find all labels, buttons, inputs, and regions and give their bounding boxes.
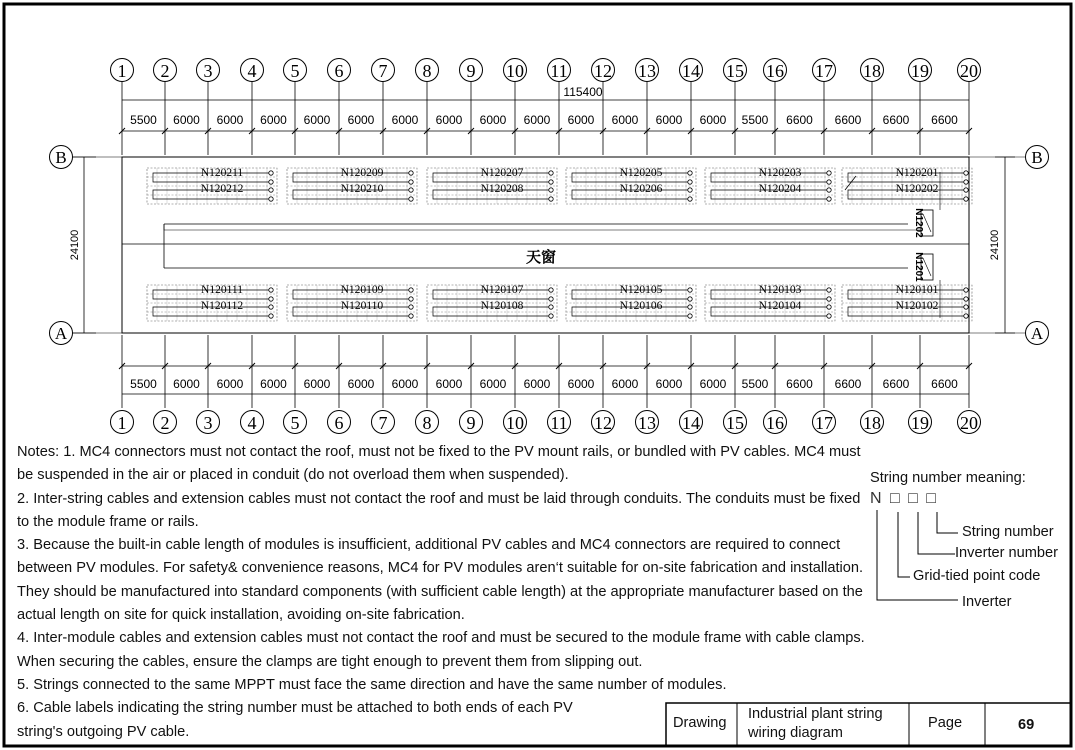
grid-number-top: 9: [466, 61, 476, 81]
string-terminal: [827, 188, 831, 192]
grid-number-bottom: 17: [815, 413, 833, 433]
dimension-layer: [72, 100, 1015, 394]
string-terminal: [688, 188, 692, 192]
span-dimension-top: 6000: [611, 113, 639, 127]
grid-number-top: 13: [638, 61, 656, 81]
grid-number-top: 19: [911, 61, 929, 81]
grid-number-bottom: 2: [160, 413, 170, 433]
string-label: N120210: [340, 183, 384, 195]
skylight-label: 天窗: [525, 248, 557, 266]
grid-number-bottom: 8: [422, 413, 432, 433]
string-terminal: [409, 197, 413, 201]
string-terminal: [409, 288, 413, 292]
span-dimension-top: 6000: [260, 113, 287, 127]
row-label-left: B: [55, 148, 67, 167]
grid-number-top: 14: [682, 61, 700, 81]
string-label: N120212: [200, 183, 244, 195]
string-terminal: [964, 188, 968, 192]
inverter-label: N1201: [913, 252, 924, 282]
span-dimension-top: 6600: [882, 113, 910, 127]
span-dimension-bottom: 6000: [435, 377, 463, 391]
string-terminal: [409, 297, 413, 301]
string-terminal: [964, 180, 968, 184]
string-terminal: [409, 188, 413, 192]
grid-number-top: 4: [247, 61, 257, 81]
feeder-cable: [164, 224, 921, 230]
title-block-page-label: Page: [928, 715, 963, 731]
string-label: N120209: [340, 167, 384, 179]
string-terminal: [409, 171, 413, 175]
string-terminal: [827, 305, 831, 309]
grid-number-top: 16: [766, 61, 784, 81]
span-dimension-top: 6600: [834, 113, 862, 127]
note-2: 2. Inter-string cables and extension cables must not contact the roof and must be laid through conduits. The conduits must be fixed to the module frame or rails.: [17, 490, 861, 530]
note-3: 3. Because the built-in cable length of modules is insufficient, additional PV cables and MC4 connectors are required to connect between PV modules. For safety& convenience reasons, MC4 for PV modules aren‘t suitable for on-site fabrication and installation. They should be manufactured into standard components (with sufficient cable length) at the appropriate manufacturer based on the actual length on site for quick installation, avoiding on-site fabrication.: [17, 537, 864, 624]
span-dimension-bottom: 6000: [391, 377, 419, 391]
string-terminal: [549, 297, 553, 301]
span-dimension-bottom: 6000: [260, 377, 287, 391]
string-terminal: [269, 171, 273, 175]
string-label: N120111: [201, 284, 243, 296]
notes: [17, 441, 867, 744]
string-terminal: [409, 180, 413, 184]
string-terminal: [269, 180, 273, 184]
string-terminal: [827, 314, 831, 318]
total-length: 115400: [563, 85, 603, 99]
string-terminal: [964, 171, 968, 175]
span-dimension-top: 6000: [655, 113, 683, 127]
string-label: N120112: [200, 300, 244, 312]
string-terminal: [827, 297, 831, 301]
legend-inverter-number: Inverter number: [955, 545, 1059, 561]
string-terminal: [269, 288, 273, 292]
string-terminal: [549, 188, 553, 192]
grid-number-bottom: 7: [378, 413, 388, 433]
string-label: N120103: [758, 284, 802, 296]
string-terminal: [827, 180, 831, 184]
span-dimension-bottom: 6000: [523, 377, 551, 391]
string-terminal: [688, 297, 692, 301]
grid-number-top: 6: [334, 61, 344, 81]
legend-code: N □ □ □: [870, 490, 938, 507]
span-dimension-bottom: 6000: [347, 377, 375, 391]
grid-number-bottom: 20: [960, 413, 978, 433]
span-dimension-bottom: 6000: [303, 377, 331, 391]
grid-number-bottom: 19: [911, 413, 929, 433]
span-dimension-bottom: 6000: [567, 377, 595, 391]
grid-number-bottom: 1: [117, 413, 127, 433]
span-dimension-top: 6000: [479, 113, 507, 127]
string-label: N120207: [480, 167, 524, 179]
span-dimension-bottom: 5500: [741, 377, 769, 391]
depth-dimension: 24100: [69, 229, 81, 261]
grid-number-top: 3: [203, 61, 213, 81]
grid-number-top: 1: [117, 61, 127, 81]
span-dimension-top: 6000: [523, 113, 551, 127]
string-terminal: [964, 305, 968, 309]
grid-number-bottom: 5: [290, 413, 300, 433]
grid-number-bottom: 9: [466, 413, 476, 433]
span-dimension-bottom: 6000: [216, 377, 244, 391]
grid-number-bottom: 13: [638, 413, 656, 433]
span-dimension-bottom: 6600: [834, 377, 862, 391]
string-label: N120203: [758, 167, 802, 179]
span-dimension-bottom: 6000: [699, 377, 727, 391]
string-terminal: [688, 171, 692, 175]
string-label: N120110: [340, 300, 384, 312]
string-label: N120104: [758, 300, 802, 312]
note-1: Notes: 1. MC4 connectors must not contact the roof, must not be fixed to the PV mount rails, or bundled with PV cables. MC4 must be suspended in the air or placed in conduit (do not overload them when suspended).: [17, 444, 861, 484]
legend-title: String number meaning:: [870, 470, 1026, 486]
span-dimension-top: 5500: [741, 113, 769, 127]
span-dimension-bottom: 5500: [130, 377, 157, 391]
string-label: N120204: [758, 183, 802, 195]
string-terminal: [549, 314, 553, 318]
grid-number-bottom: 12: [594, 413, 612, 433]
depth-dimension: 24100: [989, 229, 1001, 261]
string-terminal: [964, 288, 968, 292]
string-terminal: [964, 314, 968, 318]
string-terminal: [269, 188, 273, 192]
string-terminal: [688, 288, 692, 292]
grid-number-bottom: 11: [550, 413, 568, 433]
span-dimension-bottom: 6000: [479, 377, 507, 391]
grid-number-bottom: 10: [506, 413, 524, 433]
grid-number-top: 5: [290, 61, 300, 81]
row-label-left: A: [54, 324, 68, 343]
title-block-page-number: 69: [1018, 717, 1035, 733]
string-label: N120109: [340, 284, 384, 296]
string-terminal: [827, 288, 831, 292]
span-dimension-top: 6000: [699, 113, 727, 127]
grid-number-top: 7: [378, 61, 388, 81]
string-terminal: [549, 197, 553, 201]
string-label: N120201: [895, 167, 939, 179]
span-dimension-bottom: 6600: [931, 377, 958, 391]
panel-layer: [147, 168, 972, 321]
legend-string-number: String number: [962, 524, 1054, 540]
grid-number-bottom: 15: [726, 413, 744, 433]
string-label: N120205: [619, 167, 663, 179]
row-label-right: B: [1031, 148, 1043, 167]
grid-number-bottom: 6: [334, 413, 344, 433]
string-label: N120107: [480, 284, 524, 296]
string-terminal: [688, 197, 692, 201]
string-terminal: [964, 197, 968, 201]
string-terminal: [549, 305, 553, 309]
inverter-label: N1202: [913, 208, 924, 238]
legend-inverter: Inverter: [962, 594, 1012, 610]
string-label: N120105: [619, 284, 663, 296]
string-label: N120101: [895, 284, 939, 296]
grid-number-top: 20: [960, 61, 978, 81]
grid-number-bottom: 16: [766, 413, 784, 433]
span-dimension-bottom: 6000: [173, 377, 200, 391]
string-terminal: [688, 180, 692, 184]
grid-number-bottom: 14: [682, 413, 700, 433]
grid-number-top: 15: [726, 61, 744, 81]
grid-number-top: 18: [863, 61, 881, 81]
span-dimension-bottom: 6600: [786, 377, 813, 391]
string-label: N120102: [895, 300, 939, 312]
span-dimension-top: 6000: [391, 113, 419, 127]
span-dimension-top: 6000: [435, 113, 463, 127]
grid-number-top: 8: [422, 61, 432, 81]
grid-number-top: 17: [815, 61, 833, 81]
string-terminal: [269, 297, 273, 301]
string-label: N120211: [200, 167, 244, 179]
string-terminal: [688, 314, 692, 318]
span-dimension-top: 6600: [931, 113, 958, 127]
string-terminal: [409, 314, 413, 318]
span-dimension-bottom: 6000: [611, 377, 639, 391]
title-block-title: Industrial plant string wiring diagram: [748, 706, 883, 741]
grid-number-top: 12: [594, 61, 612, 81]
string-label: N120106: [619, 300, 663, 312]
grid-number-top: 11: [550, 61, 568, 81]
string-terminal: [549, 180, 553, 184]
string-label: N120202: [895, 183, 939, 195]
span-dimension-bottom: 6600: [882, 377, 910, 391]
legend-grid-point-code: Grid-tied point code: [913, 568, 1041, 584]
string-terminal: [409, 305, 413, 309]
string-label: N120206: [619, 183, 663, 195]
label-layer: [55, 61, 1044, 433]
span-dimension-top: 6000: [303, 113, 331, 127]
legend-leader-lines: [877, 510, 958, 600]
note-6: 6. Cable labels indicating the string number must be attached to both ends of each PV string's outgoing PV cable.: [17, 700, 573, 740]
span-dimension-bottom: 6000: [655, 377, 683, 391]
string-terminal: [269, 197, 273, 201]
span-dimension-top: 5500: [130, 113, 157, 127]
row-label-right: A: [1030, 324, 1044, 343]
span-dimension-top: 6000: [173, 113, 200, 127]
string-terminal: [269, 314, 273, 318]
grid-number-bottom: 18: [863, 413, 881, 433]
string-label: N120108: [480, 300, 524, 312]
span-dimension-top: 6600: [786, 113, 813, 127]
string-terminal: [269, 305, 273, 309]
note-4: 4. Inter-module cables and extension cables must not contact the roof and must be secured to the module frame with cable clamps. When securing the cables, ensure the clamps are tight enough to prevent them from slipping out.: [17, 630, 865, 670]
string-terminal: [827, 171, 831, 175]
title-block-drawing-label: Drawing: [673, 715, 727, 731]
string-terminal: [964, 297, 968, 301]
string-label: N120208: [480, 183, 524, 195]
feeder-cable: [845, 176, 856, 190]
grid-number-bottom: 4: [247, 413, 257, 433]
note-5: 5. Strings connected to the same MPPT must face the same direction and have the same number of modules.: [17, 676, 727, 693]
grid-number-top: 10: [506, 61, 524, 81]
grid-number-top: 2: [160, 61, 170, 81]
span-dimension-top: 6000: [216, 113, 244, 127]
string-terminal: [827, 197, 831, 201]
string-terminal: [549, 171, 553, 175]
span-dimension-top: 6000: [567, 113, 595, 127]
string-terminal: [549, 288, 553, 292]
span-dimension-top: 6000: [347, 113, 375, 127]
grid-number-bottom: 3: [203, 413, 213, 433]
string-terminal: [688, 305, 692, 309]
